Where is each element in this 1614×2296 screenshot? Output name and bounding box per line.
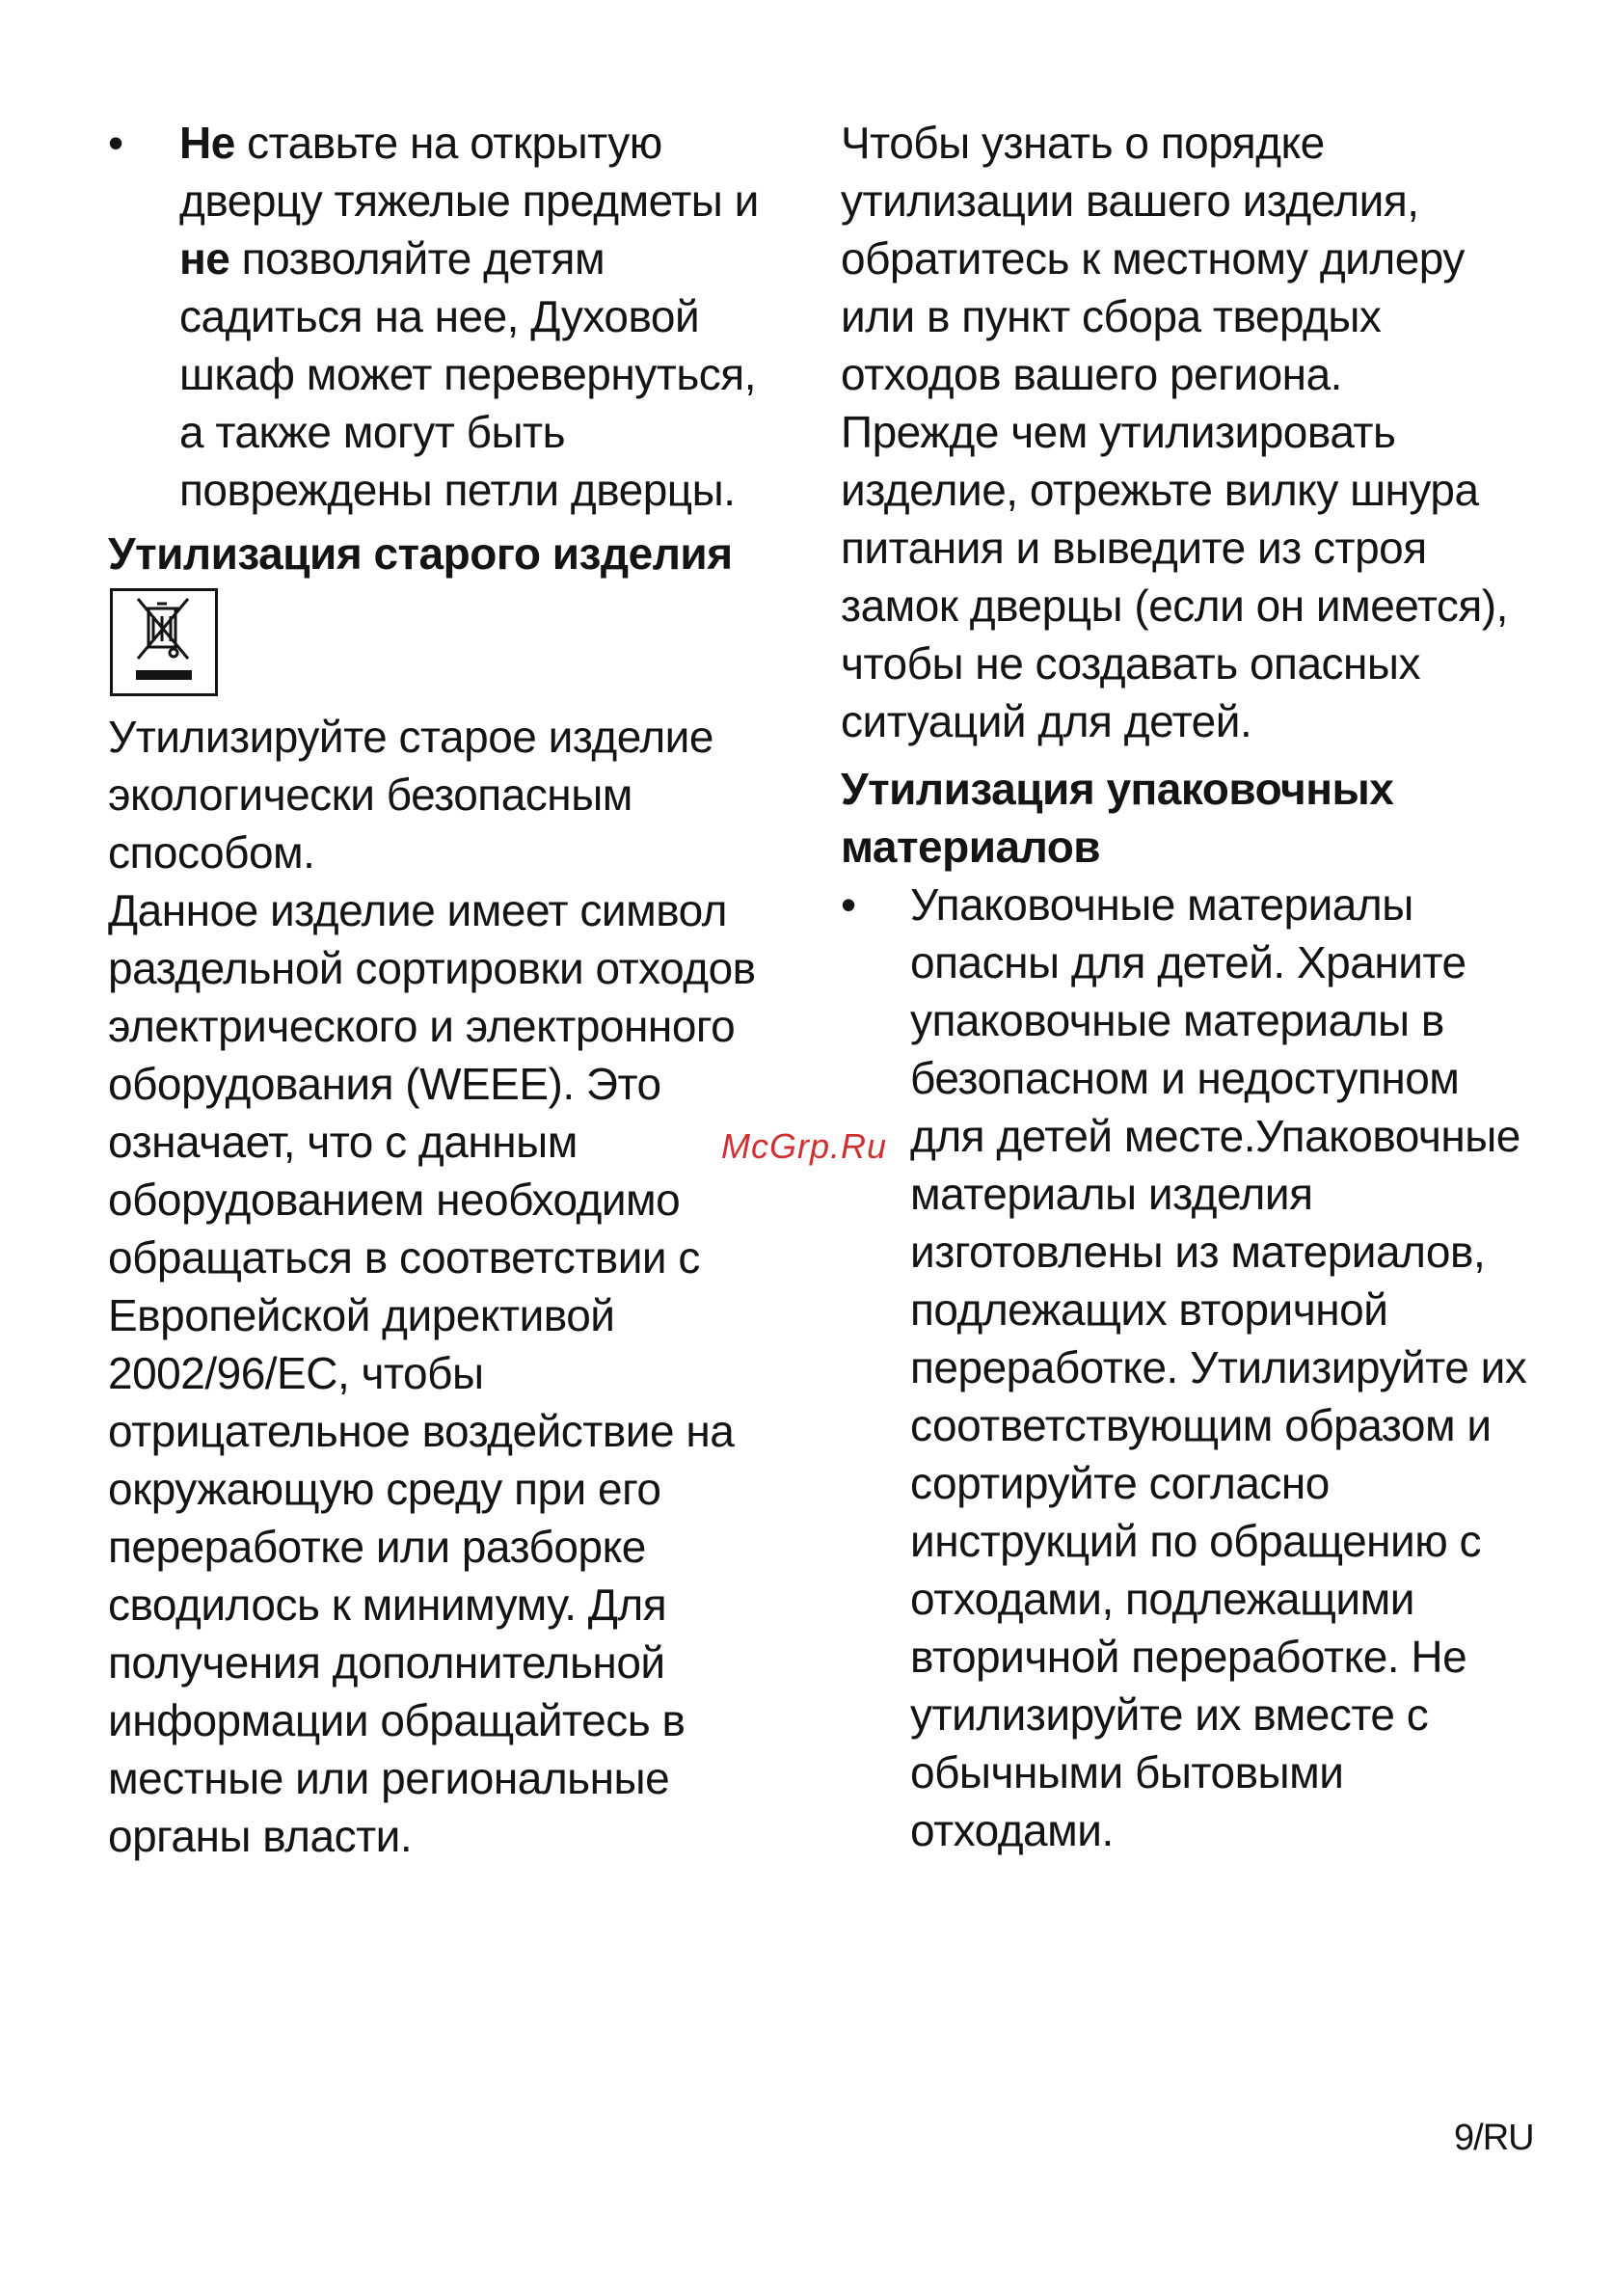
door-safety-bullet <box>108 114 783 519</box>
right-column <box>841 114 1535 1859</box>
weee-paragraph: Данное изделие имеет символ раздельной сортировки отходов электрического и электронного оборудования (WEEE). Это означает, что с данным оборудованием необходимо обращаться в соответствии с Европейской директивой 2002/96/ЕС, чтобы отрицательное воздействие на окружающую среду при его переработке или разборке сводилось к минимуму. Для получения дополнительной информации обращайтесь в местные или региональные органы власти. <box>108 885 756 1861</box>
bullet-marker: • <box>108 118 123 168</box>
packaging-bullet-text: Упаковочные материалы опасны для детей. Храните упаковочные материалы в безопасном и недоступном для детей месте.Упаковочные материалы изделия изготовлены из материалов, подлежащих вторичной переработке. Утилизируйте их соответствующим образом и сортируйте согласно инструкций по обращению с отходами, подлежащими вторичной переработке. Не утилизируйте их вместе с обычными бытовыми отходами. <box>910 879 1527 1855</box>
old-product-disposal-heading: Утилизация старого изделия <box>108 528 733 579</box>
page-number: 9/RU <box>1454 2118 1534 2158</box>
packaging-bullet <box>841 876 1535 1859</box>
bold-ne-2: не <box>179 233 230 284</box>
packaging-disposal-heading: Утилизация упаковочных материалов <box>841 764 1394 872</box>
door-safety-text: Не ставьте на открытую дверцу тяжелые предметы и не позволяйте детям садиться на нее, Духовой шкаф может перевернуться, а также могут быть повреждены петли дверцы. <box>179 118 759 515</box>
bold-ne-1: Не <box>179 118 235 168</box>
crossed-out-wheelie-bin-icon <box>110 588 218 696</box>
left-column <box>108 114 783 1865</box>
bullet-marker: • <box>841 879 856 930</box>
cut-plug-paragraph: Прежде чем утилизировать изделие, отрежьте вилку шнура питания и выведите из строя замок дверцы (если он имеется), чтобы не создавать опасных ситуаций для детей. <box>841 407 1508 746</box>
dealer-info-paragraph: Чтобы узнать о порядке утилизации вашего изделия, обратитесь к местному дилеру или в пункт сбора твердых отходов вашего региона. <box>841 118 1465 399</box>
watermark: McGrp.Ru <box>721 1126 888 1166</box>
eco-disposal-paragraph: Утилизируйте старое изделие экологически безопасным способом. <box>108 712 713 878</box>
